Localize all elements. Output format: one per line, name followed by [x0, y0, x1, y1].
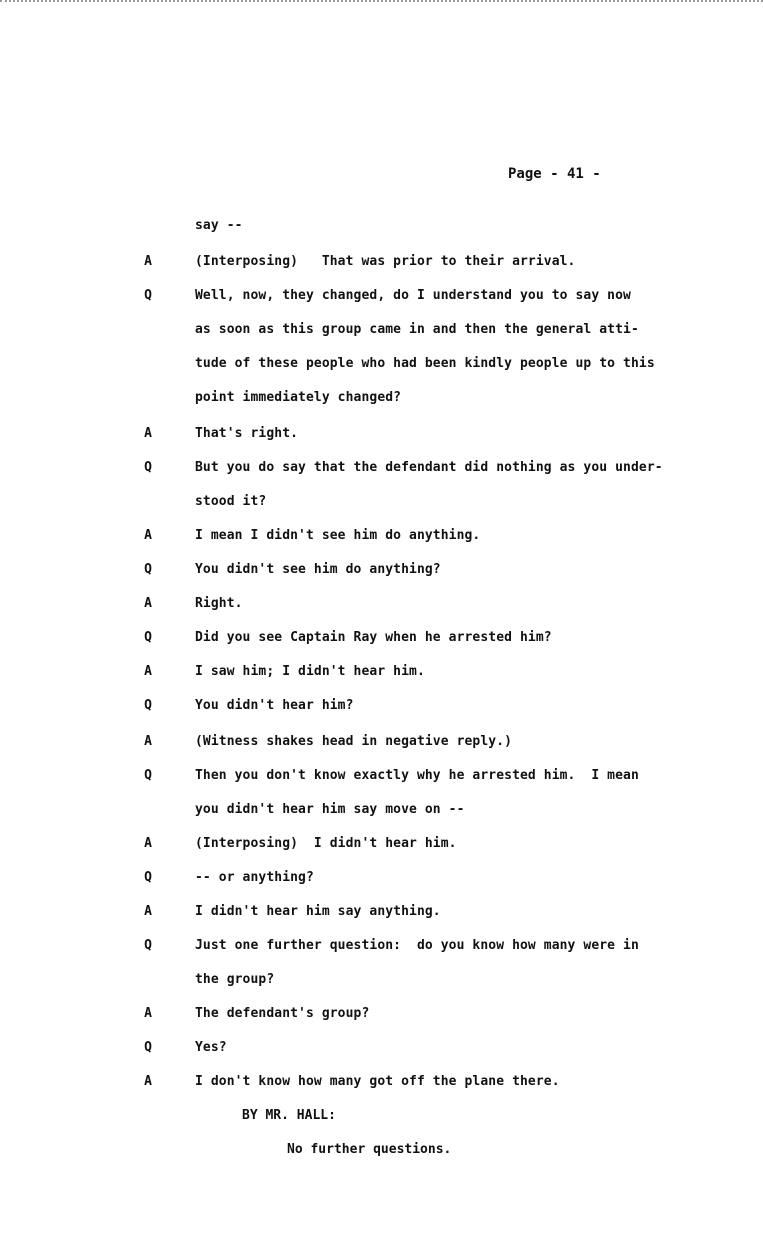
line-text: The defendant's group?: [195, 1006, 370, 1021]
line-text: I didn't hear him say anything.: [195, 904, 441, 919]
closing-statement: No further questions.: [287, 1142, 452, 1157]
transcript-line: [0, 972, 763, 992]
transcript-line: [0, 630, 763, 650]
speaker-label: A: [144, 528, 152, 543]
line-text: (Interposing) That was prior to their arrival.: [195, 254, 576, 269]
line-text: You didn't see him do anything?: [195, 562, 441, 577]
line-text: Well, now, they changed, do I understand you to say now: [195, 288, 631, 303]
speaker-label: Q: [144, 630, 152, 645]
transcript-line: [0, 390, 763, 410]
line-text: the group?: [195, 972, 275, 987]
line-text: stood it?: [195, 494, 267, 509]
line-text: Just one further question: do you know how many were in: [195, 938, 639, 953]
transcript-line: [0, 356, 763, 376]
transcript-line: [0, 698, 763, 718]
speaker-label: A: [144, 1006, 152, 1021]
transcript-line: [0, 218, 763, 238]
line-text: Right.: [195, 596, 243, 611]
transcript-line: [0, 322, 763, 342]
transcript-line: [0, 904, 763, 924]
line-text: Then you don't know exactly why he arrested him. I mean: [195, 768, 639, 783]
transcript-line: [0, 802, 763, 822]
line-text: I don't know how many got off the plane there.: [195, 1074, 560, 1089]
speaker-label: A: [144, 664, 152, 679]
speaker-label: A: [144, 904, 152, 919]
line-text: That's right.: [195, 426, 299, 441]
speaker-label: Q: [144, 562, 152, 577]
line-text: tude of these people who had been kindly people up to this: [195, 356, 655, 371]
line-text: point immediately changed?: [195, 390, 402, 405]
transcript-line: [0, 254, 763, 274]
transcript-line: [0, 1006, 763, 1026]
speaker-label: A: [144, 836, 152, 851]
transcript-line: [0, 768, 763, 788]
speaker-label: Q: [144, 870, 152, 885]
line-text: But you do say that the defendant did nothing as you under-: [195, 460, 663, 475]
transcript-line: [0, 528, 763, 548]
speaker-label: A: [144, 734, 152, 749]
page-number: Page - 41 -: [508, 166, 601, 182]
speaker-label: A: [144, 596, 152, 611]
line-text: Yes?: [195, 1040, 227, 1055]
speaker-label: Q: [144, 1040, 152, 1055]
transcript-line: [0, 664, 763, 684]
speaker-label: A: [144, 426, 152, 441]
transcript-line: [0, 460, 763, 480]
line-text: I saw him; I didn't hear him.: [195, 664, 425, 679]
speaker-label: A: [144, 1074, 152, 1089]
line-text: as soon as this group came in and then the general atti-: [195, 322, 639, 337]
transcript-line: [0, 288, 763, 308]
speaker-label: Q: [144, 288, 152, 303]
line-text: Did you see Captain Ray when he arrested him?: [195, 630, 552, 645]
transcript-line: [0, 938, 763, 958]
transcript-line: [0, 836, 763, 856]
transcript-line: [0, 562, 763, 582]
speaker-label: Q: [144, 698, 152, 713]
transcript-line: [0, 494, 763, 514]
speaker-label: A: [144, 254, 152, 269]
speaker-label: Q: [144, 460, 152, 475]
line-text: (Interposing) I didn't hear him.: [195, 836, 457, 851]
line-text: -- or anything?: [195, 870, 314, 885]
transcript-line: [0, 426, 763, 446]
transcript-line: [0, 734, 763, 754]
transcript-line: [0, 1074, 763, 1094]
speaker-label: Q: [144, 768, 152, 783]
line-text: I mean I didn't see him do anything.: [195, 528, 481, 543]
transcript-line: [0, 1040, 763, 1060]
transcript-line: [0, 870, 763, 890]
transcript-line: [0, 596, 763, 616]
line-text: you didn't hear him say move on --: [195, 802, 465, 817]
examiner-heading: BY MR. HALL:: [242, 1108, 336, 1123]
speaker-label: Q: [144, 938, 152, 953]
line-text: You didn't hear him?: [195, 698, 354, 713]
line-text: (Witness shakes head in negative reply.): [195, 734, 513, 749]
line-text: say --: [195, 218, 243, 233]
